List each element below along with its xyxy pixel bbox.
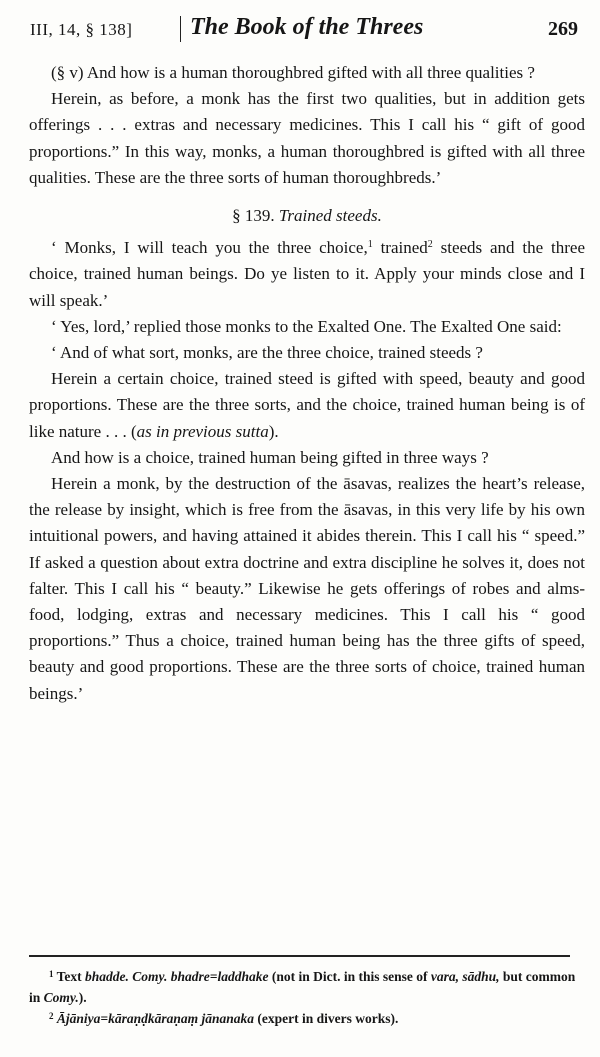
body-text: [29, 60, 585, 707]
section-title: Trained steeds.: [278, 206, 382, 226]
text-run: (expert in divers works).: [254, 1011, 399, 1026]
paragraph: Herein a monk, by the destruction of the āsavas, realizes the heart’s release, the release by insight, which is free from the āsavas, in this very life by his own intuitional powers, and having attained it abides therein. This I call his “ speed.” If asked a question about extra doctrine and extra discipline he solves it, does not falter. This I call his “ beauty.” Likewise he gets offerings of robes and alms-food, lodging, extras and necessary medicines. This I call his “ good proportions.” Thus a choice, trained human being has the three gifts of speed, beauty and good proportions. These are the three sorts of choice, trained human beings.’: [29, 474, 585, 703]
page-number: 269: [548, 18, 578, 40]
footnote: [29, 1008, 585, 1029]
italic-text: Comy. bhadre=laddhake: [132, 969, 269, 984]
text-run: ‘ Monks, I will teach you the three choice,: [51, 238, 368, 258]
footnote-marker: 2: [49, 1011, 54, 1021]
paragraph: [29, 235, 585, 314]
chapter-reference: III, 14, § 138]: [30, 20, 133, 39]
italic-text: Ājāniya=kāraṇḍkāraṇaṃ jānanaka: [56, 1011, 254, 1026]
section-heading: [29, 203, 585, 229]
text-run: ).: [78, 990, 87, 1005]
paragraph: (§ v) And how is a human thoroughbred gifted with all three qualities ?: [51, 63, 535, 82]
text-run: Text: [53, 969, 86, 984]
footnote-ref: 1: [367, 239, 373, 251]
section-number: § 139.: [232, 206, 275, 226]
paragraph: ‘ And of what sort, monks, are the three choice, trained steeds ?: [51, 343, 483, 363]
footnote-marker: 1: [49, 969, 54, 979]
footnote-rule: [29, 955, 570, 957]
header-divider: [180, 16, 181, 42]
paragraph: Herein, as before, a monk has the first two qualities, but in addition gets offerings . . . extras and necessary medicines. This I call his “ gift of good proportions.” In this way, monks, a human thoroughbred is gifted with all three qualities. These are the three sorts of human thoroughbreds.’: [29, 89, 585, 187]
footnotes: [29, 966, 585, 1029]
italic-text: Comy.: [43, 990, 79, 1005]
book-title: The Book of the Threes: [190, 14, 424, 40]
text-run: (not in Dict. in this sense of: [268, 969, 431, 984]
text-run: steeds and the three choice, trained human beings. Do ye listen to it. Apply your minds close and I will speak.’: [29, 238, 585, 310]
running-head: [30, 12, 578, 48]
italic-text: vara, sādhu,: [430, 969, 500, 984]
footnote: [29, 966, 585, 1008]
paragraph: And how is a choice, trained human being gifted in three ways ?: [51, 447, 489, 467]
text-run: trained: [372, 238, 428, 258]
paragraph: ‘ Yes, lord,’ replied those monks to the Exalted One. The Exalted One said:: [51, 316, 562, 336]
italic-text: as in previous sutta: [136, 421, 269, 441]
text-run: but common in: [29, 969, 576, 1005]
text-run: ).: [268, 421, 279, 441]
italic-text: bhadde.: [85, 969, 129, 984]
footnote-ref: 2: [427, 239, 433, 251]
paragraph: [29, 366, 585, 445]
text-run: Herein a certain choice, trained steed is gifted with speed, beauty and good proportions. These are the three sorts, and the choice, trained human being is of like nature . . . (: [29, 369, 585, 441]
